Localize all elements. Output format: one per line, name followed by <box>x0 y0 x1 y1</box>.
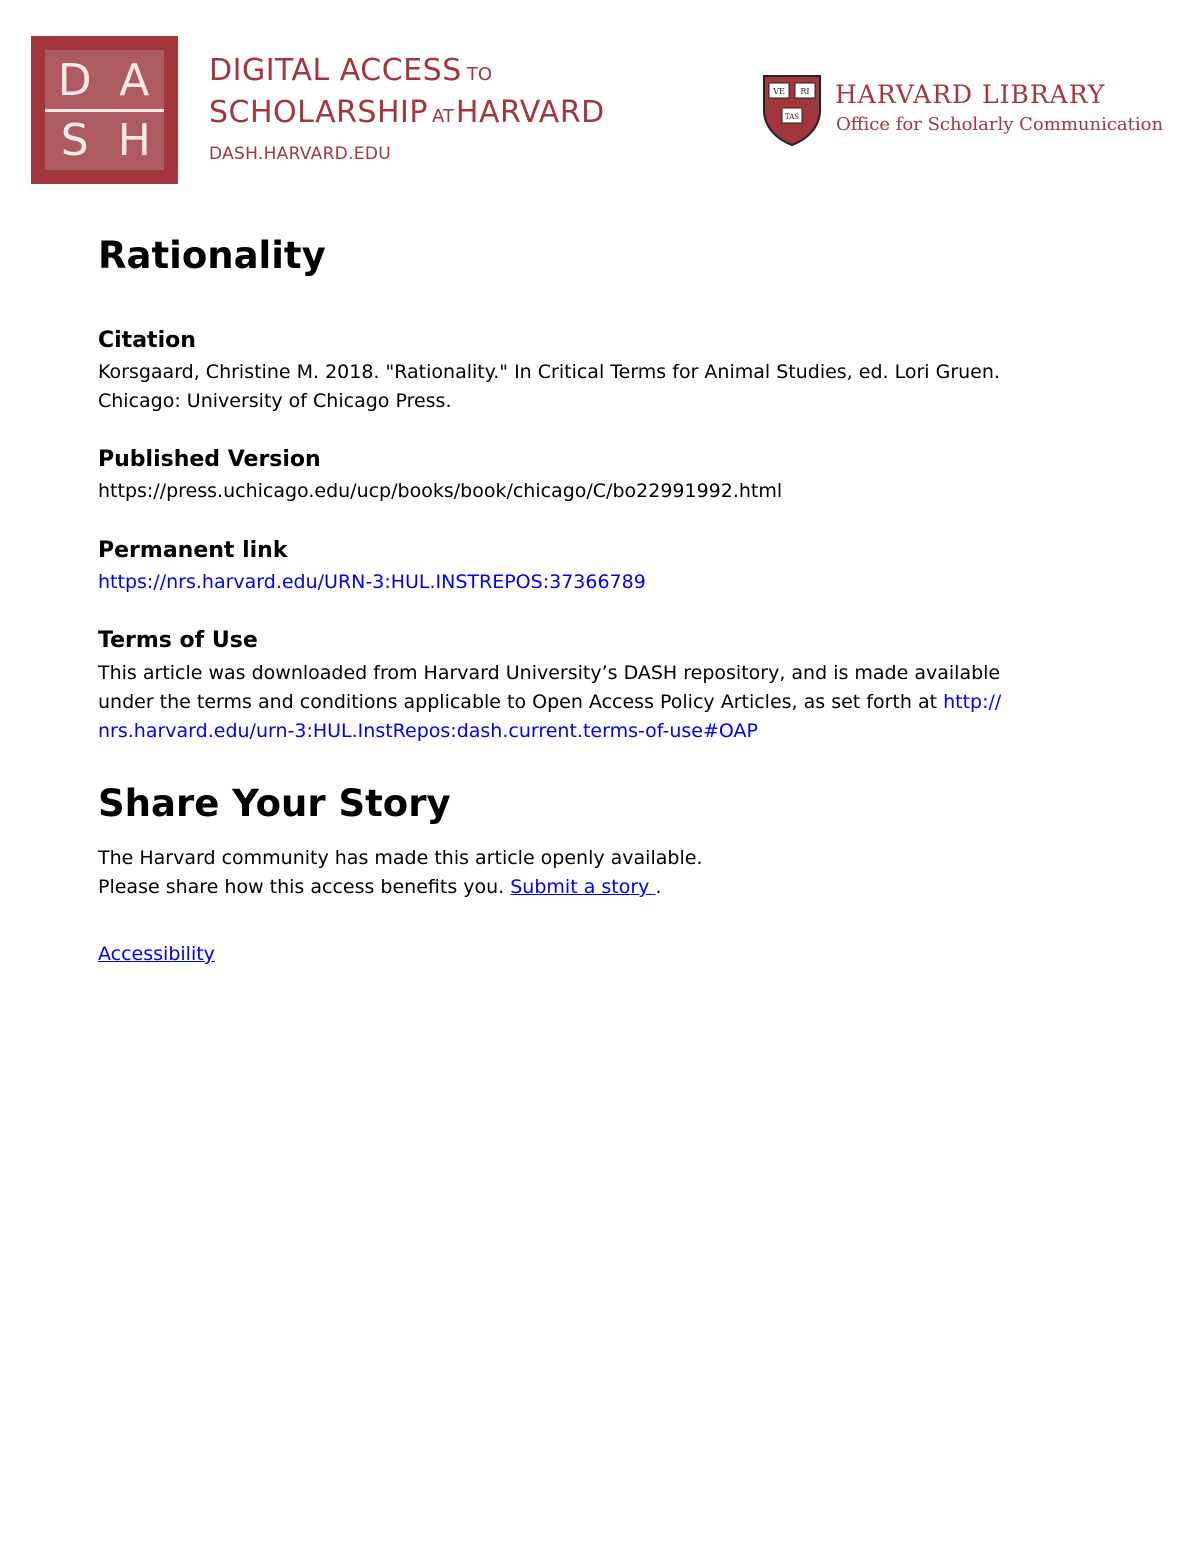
share-text <box>98 844 1108 902</box>
terms-of-use-heading: Terms of Use <box>98 628 258 653</box>
share-line-2-end: . <box>655 876 662 898</box>
dash-letter-d: D <box>57 54 92 106</box>
shield-word-tas: TAS <box>784 113 800 121</box>
shield-word-ri: RI <box>800 87 810 96</box>
dash-scholarship: SCHOLARSHIP <box>209 95 428 130</box>
permanent-link-heading: Permanent link <box>98 538 288 563</box>
citation-heading: Citation <box>98 328 196 353</box>
dash-digital-access: DIGITAL ACCESS <box>209 53 462 88</box>
terms-line-1: This article was downloaded from Harvard University’s DASH repository, and is made available <box>98 662 1001 684</box>
submit-story-link[interactable]: Submit a story <box>510 876 656 898</box>
permanent-link-paragraph <box>98 568 1108 597</box>
document-title: Rationality <box>98 234 326 277</box>
dash-logo <box>31 36 178 184</box>
share-line-1: The Harvard community has made this article openly available. <box>98 847 703 869</box>
terms-link-part-2[interactable]: nrs.harvard.edu/urn-3:HUL.InstRepos:dash.current.terms-of-use#OAP <box>98 720 758 742</box>
citation-line-1: Korsgaard, Christine M. 2018. "Rationality." In Critical Terms for Animal Studies, ed. Lori Gruen. <box>98 361 1000 383</box>
dash-divider <box>45 109 164 112</box>
citation-line-2: Chicago: University of Chicago Press. <box>98 390 452 412</box>
dash-at: AT <box>431 106 454 127</box>
dash-url: DASH.HARVARD.EDU <box>209 144 391 164</box>
dash-to: TO <box>466 64 493 85</box>
dash-harvard: HARVARD <box>455 95 605 130</box>
accessibility-paragraph <box>98 940 1108 969</box>
shield-word-ve: VE <box>773 87 785 96</box>
dash-wordmark-line1 <box>209 52 605 94</box>
dash-letter-s: S <box>60 114 89 166</box>
harvard-library-subtitle: Office for Scholarly Communication <box>836 114 1164 135</box>
dash-letter-h: H <box>117 114 151 166</box>
published-version-url: https://press.uchicago.edu/ucp/books/book/chicago/C/bo22991992.html <box>98 480 783 502</box>
terms-link-part-1[interactable]: http:// <box>943 691 1002 713</box>
share-line-2: Please share how this access benefits you. <box>98 876 511 898</box>
permanent-link[interactable]: https://nrs.harvard.edu/URN-3:HUL.INSTREPOS:37366789 <box>98 571 646 593</box>
citation-text <box>98 358 1108 416</box>
accessibility-link[interactable]: Accessibility <box>98 943 215 965</box>
dash-letter-a: A <box>119 54 150 106</box>
terms-line-2: under the terms and conditions applicable to Open Access Policy Articles, as set forth at <box>98 691 944 713</box>
dash-logo-inner <box>45 50 164 170</box>
terms-of-use-text <box>98 659 1108 746</box>
published-version-heading: Published Version <box>98 447 321 472</box>
share-your-story-title: Share Your Story <box>98 782 451 825</box>
dash-wordmark-line2 <box>209 94 605 136</box>
dash-wordmark <box>209 52 605 136</box>
harvard-shield-icon <box>762 74 822 146</box>
harvard-library-title: HARVARD LIBRARY <box>835 80 1106 109</box>
